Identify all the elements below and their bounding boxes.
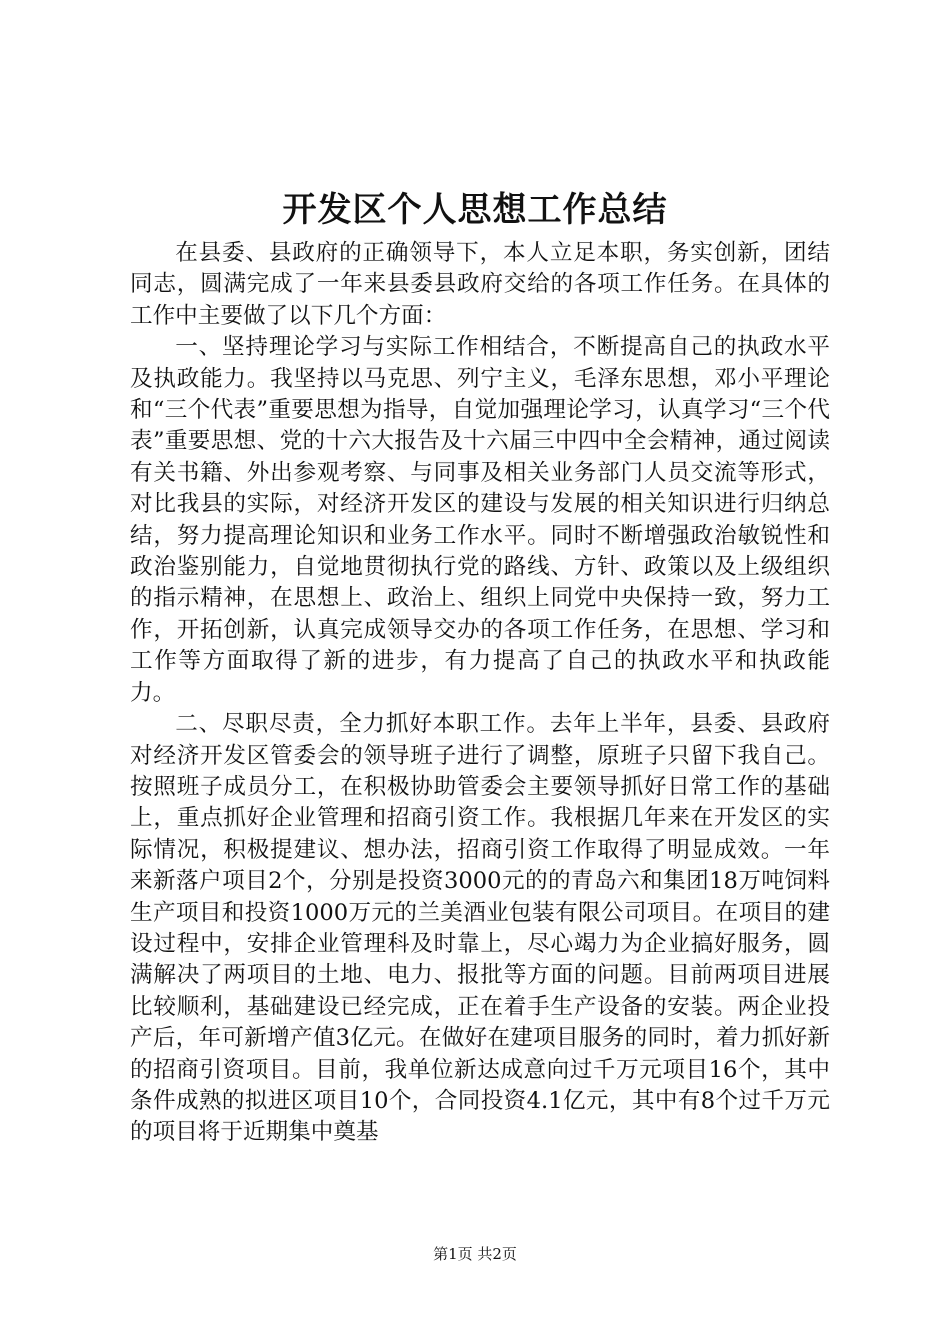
paragraph-intro: 在县委、县政府的正确领导下，本人立足本职，务实创新，团结同志，圆满完成了一年来县委县政府交给的各项工作任务。在具体的工作中主要做了以下几个方面： bbox=[130, 240, 830, 329]
paragraph-theory-study: 一、坚持理论学习与实际工作相结合，不断提高自己的执政水平及执政能力。我坚持以马克思、列宁主义，毛泽东思想，邓小平理论和“三个代表”重要思想为指导，自觉加强理论学习，认真学习“三个代表”重要思想、党的十六大报告及十六届三中四中全会精神，通过阅读有关书籍、外出参观考察、与同事及相关业务部门人员交流等形式，对比我县的实际，对经济开发区的建设与发展的相关知识进行归纳总结，努力提高理论知识和业务工作水平。同时不断增强政治敏锐性和政治鉴别能力，自觉地贯彻执行党的路线、方针、政策以及上级组织的指示精神，在思想上、政治上、组织上同党中央保持一致，努力工作，开拓创新，认真完成领导交办的各项工作任务，在思想、学习和工作等方面取得了新的进步，有力提高了自己的执政水平和执政能力。 bbox=[130, 334, 830, 706]
document-title: 开发区个人思想工作总结 bbox=[282, 190, 668, 230]
paragraph-duties: 二、尽职尽责，全力抓好本职工作。去年上半年，县委、县政府对经济开发区管委会的领导班子进行了调整，原班子只留下我自己。按照班子成员分工，在积极协助管委会主要领导抓好日常工作的基础上，重点抓好企业管理和招商引资工作。我根据几年来在开发区的实际情况，积极提建议、想办法，招商引资工作取得了明显成效。一年来新落户项目2个，分别是投资3000元的的青岛六和集团18万吨饲料生产项目和投资1000万元的兰美酒业包装有限公司项目。在项目的建设过程中，安排企业管理科及时靠上，尽心竭力为企业搞好服务，圆满解决了两项目的土地、电力、报批等方面的问题。目前两项目进展比较顺利，基础建设已经完成，正在着手生产设备的安装。两企业投产后，年可新增产值3亿元。在做好在建项目服务的同时，着力抓好新的招商引资项目。目前，我单位新达成意向过千万元项目16个，其中条件成熟的拟进区项目10个，合同投资4.1亿元，其中有8个过千万元的项目将于近期集中奠基 bbox=[130, 711, 830, 1146]
page-footer: 第1页 共2页 bbox=[433, 1245, 517, 1263]
document-body bbox=[130, 238, 830, 1149]
